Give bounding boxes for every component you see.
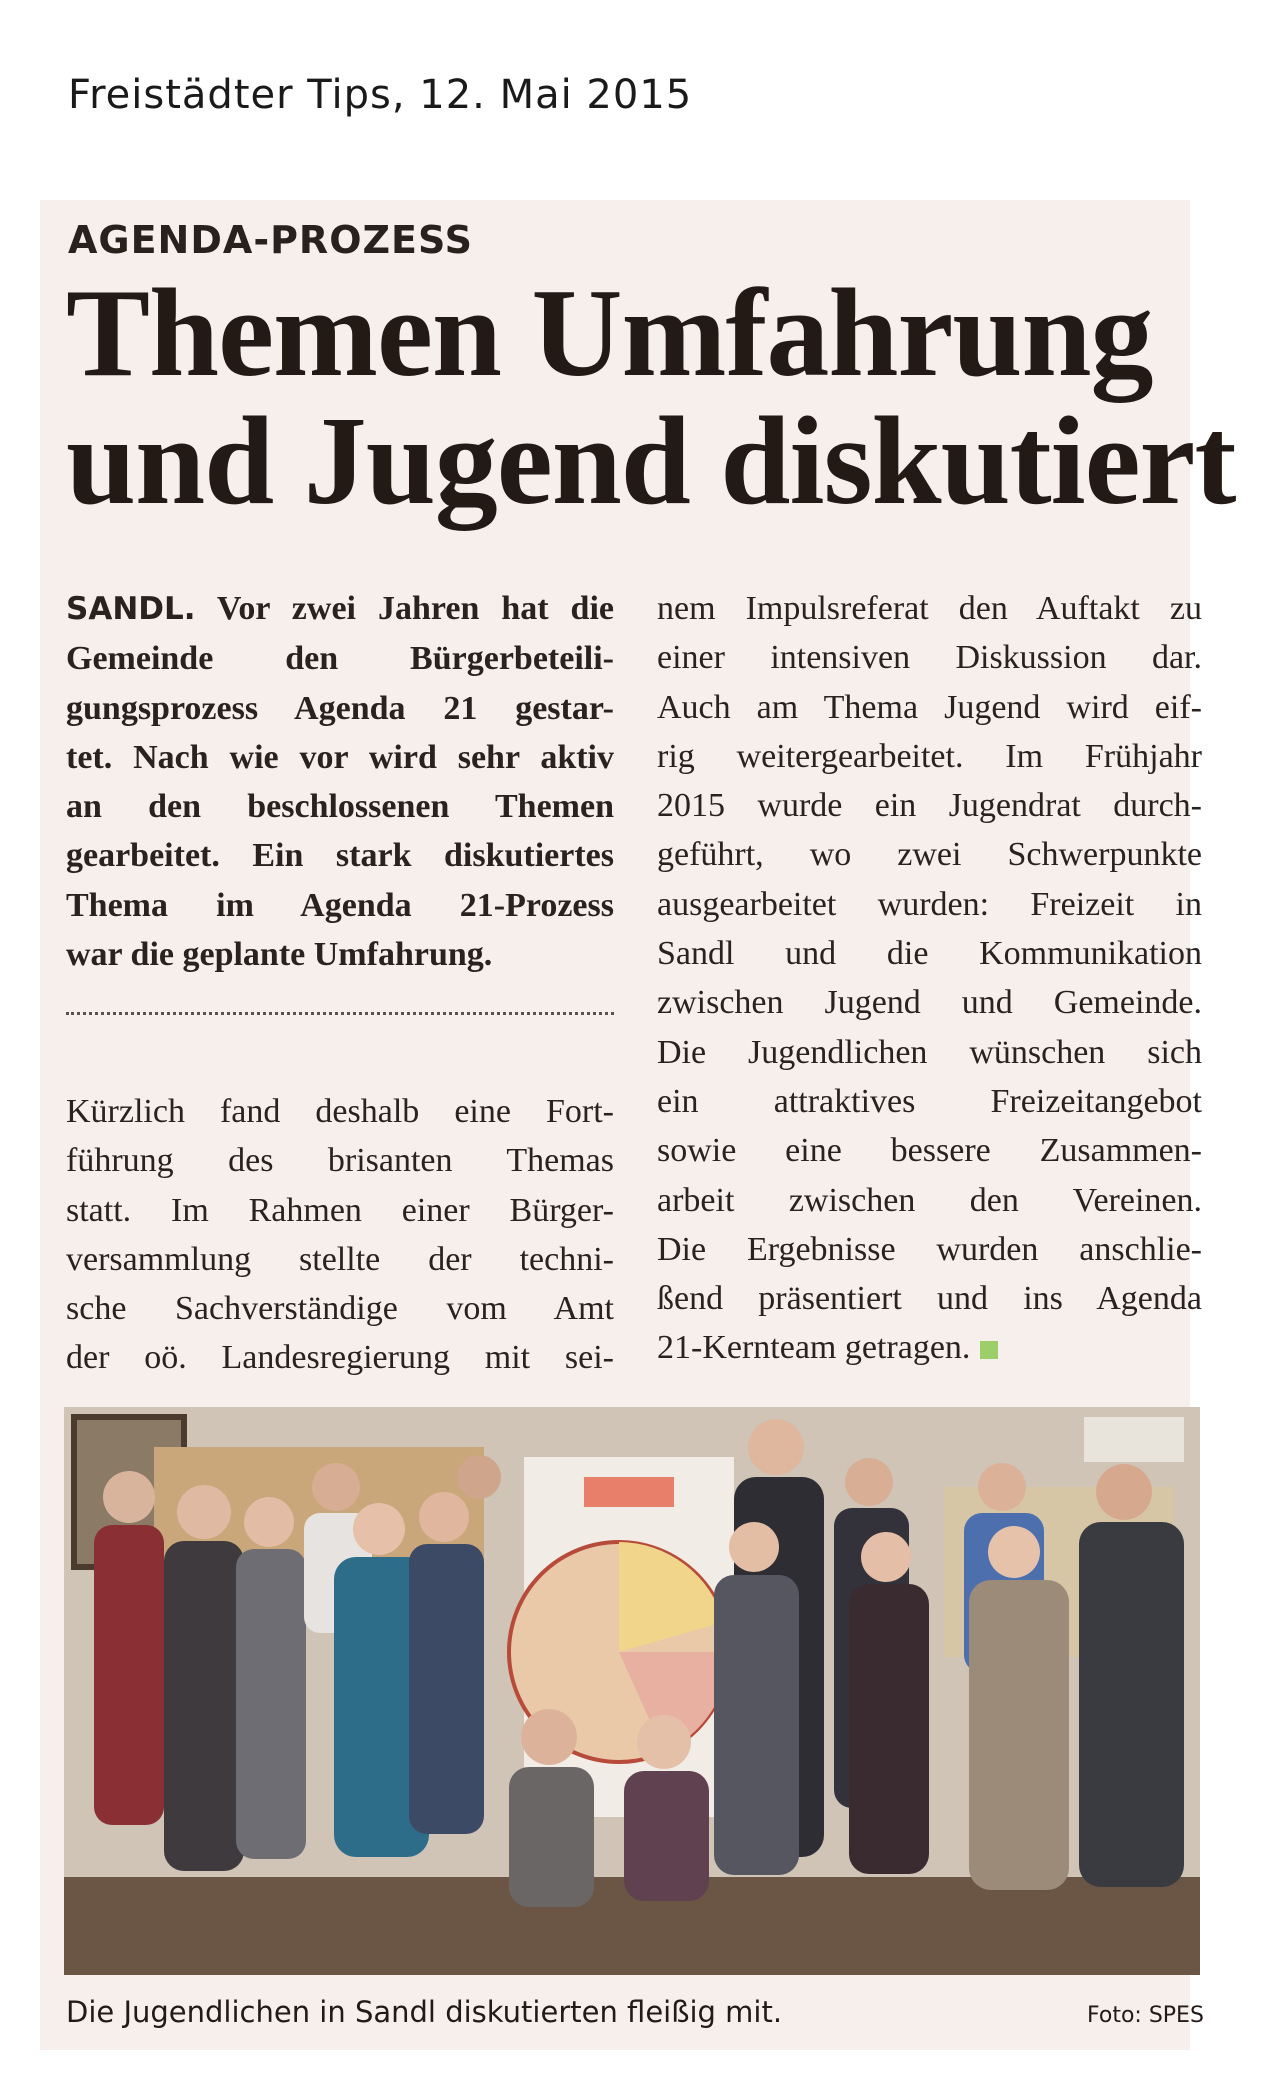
body-line: ein attraktives Freizeitangebot xyxy=(657,1082,1202,1120)
body-line-final-text: 21-Kernteam getragen. xyxy=(657,1329,971,1367)
dotted-divider xyxy=(66,1012,614,1015)
lead-line: gungsprozess Agenda 21 gestar- xyxy=(66,689,614,727)
body-line: führung des brisanten Themas xyxy=(66,1142,614,1180)
body-line: Kürzlich fand deshalb eine Fort- xyxy=(66,1093,614,1130)
body-line: zwischen Jugend und Gemeinde. xyxy=(657,984,1202,1022)
group-photo-image xyxy=(64,1407,1200,1975)
body-line: arbeit zwischen den Vereinen. xyxy=(657,1181,1202,1219)
body-line: sowie eine bessere Zusammen- xyxy=(657,1132,1202,1170)
lead-line: gearbeitet. Ein stark diskutiertes xyxy=(66,837,614,875)
lead-line: war die geplante Umfahrung. xyxy=(66,936,493,974)
body-line: 2015 wurde ein Jugendrat durch- xyxy=(657,787,1202,825)
body-line: rig weitergearbeitet. Im Frühjahr xyxy=(657,737,1202,775)
article-headline xyxy=(66,264,1236,531)
lead-line: Gemeinde den Bürgerbeteili- xyxy=(66,640,614,678)
body-line: sche Sachverständige vom Amt xyxy=(66,1290,614,1328)
body-line-final xyxy=(657,1323,1202,1372)
body-line: ausgearbeitet wurden: Freizeit in xyxy=(657,885,1202,923)
headline-line-2: und Jugend diskutiert xyxy=(66,392,1236,531)
article-end-mark-icon xyxy=(980,1341,998,1359)
body-line: Sandl und die Kommunikation xyxy=(657,935,1202,973)
photo-caption: Die Jugendlichen in Sandl diskutierten fleißig mit. xyxy=(66,1995,783,2029)
group-photo-illustration xyxy=(64,1407,1200,1975)
body-line: geführt, wo zwei Schwerpunkte xyxy=(657,836,1202,874)
body-text-left-column xyxy=(66,1087,614,1383)
lead-line: tet. Nach wie vor wird sehr aktiv xyxy=(66,738,614,776)
body-line: einer intensiven Diskussion dar. xyxy=(657,639,1202,677)
body-line: versammlung stellte der techni- xyxy=(66,1240,614,1278)
body-line: nem Impulsreferat den Auftakt zu xyxy=(657,590,1202,627)
body-line: statt. Im Rahmen einer Bürger- xyxy=(66,1191,614,1229)
body-text-right-column xyxy=(657,584,1202,1373)
dateline-place: SANDL. xyxy=(66,591,196,627)
body-line: der oö. Landesregierung mit sei- xyxy=(66,1339,614,1377)
lead-line: Vor zwei Jahren hat die xyxy=(216,590,614,627)
lead-line: an den beschlossenen Themen xyxy=(66,788,614,826)
body-line: ßend präsentiert und ins Agenda xyxy=(657,1280,1202,1318)
lead-paragraph xyxy=(66,584,614,979)
headline-line-1: Themen Umfahrung xyxy=(66,264,1153,403)
source-line: Freistädter Tips, 12. Mai 2015 xyxy=(68,72,693,118)
article-kicker: AGENDA-PROZESS xyxy=(68,218,474,262)
lead-line: Thema im Agenda 21-Prozess xyxy=(66,886,614,924)
body-line: Auch am Thema Jugend wird eif- xyxy=(657,688,1202,726)
body-line: Die Ergebnisse wurden anschlie- xyxy=(657,1230,1202,1268)
body-line: Die Jugendlichen wünschen sich xyxy=(657,1033,1202,1071)
photo-credit: Foto: SPES xyxy=(1087,2003,1204,2028)
